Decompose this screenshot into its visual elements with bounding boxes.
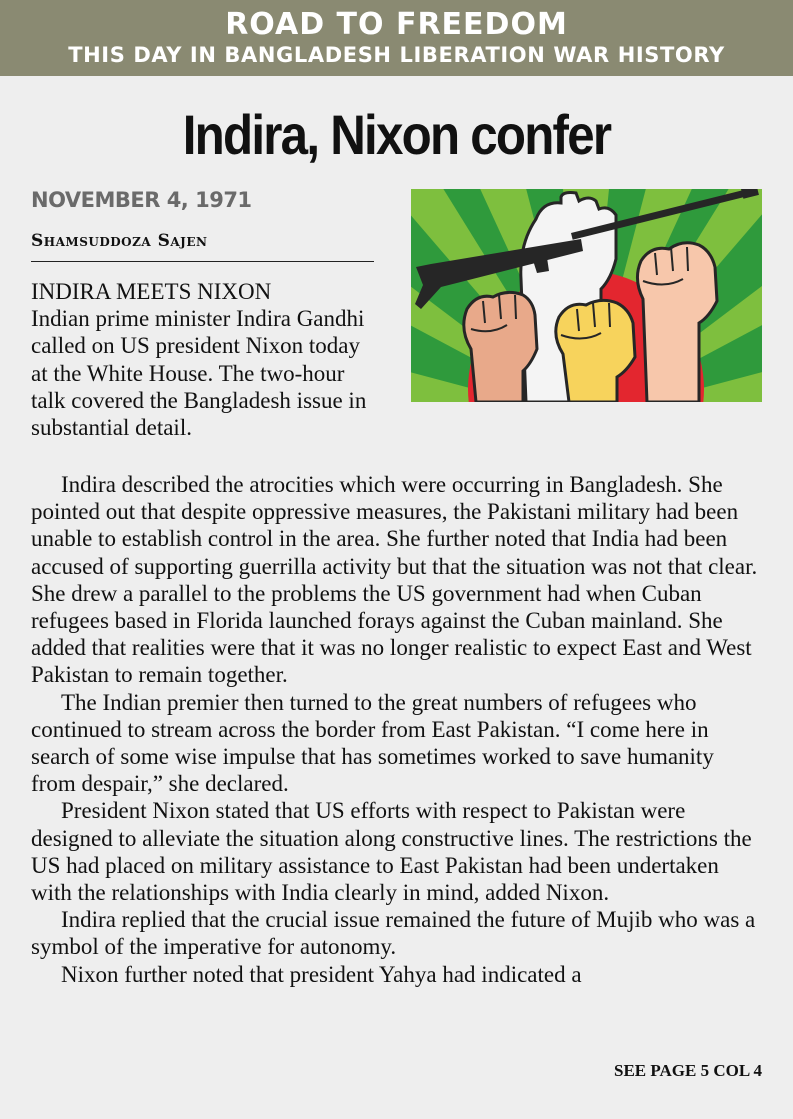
body-paragraph: Indira replied that the crucial issue remained the future of Mujib who was a symbol of the imperative for autonomy. xyxy=(31,907,756,960)
body-paragraph: The Indian premier then turned to the great numbers of refugees who continued to stream across the border from East Pakistan. “I come here in search of some wise impulse that has sometimes worked to save humanity from despair,” she declared. xyxy=(31,689,714,797)
section-banner xyxy=(0,0,793,76)
banner-subtitle: THIS DAY IN BANGLADESH LIBERATION WAR HISTORY xyxy=(68,43,725,67)
article-body xyxy=(31,471,764,988)
article-intro-column xyxy=(31,278,376,441)
section-heading: INDIRA MEETS NIXON xyxy=(31,279,272,304)
intro-paragraph: Indian prime minister Indira Gandhi called on US president Nixon today at the White House. The two-hour talk covered the Bangladesh issue in substantial detail. xyxy=(31,306,367,441)
body-paragraph: President Nixon stated that US efforts with respect to Pakistan were designed to alleviate the situation along constructive lines. The restrictions the US had placed on military assistance to East Pakistan had been undertaken with the relationships with India clearly in mind, added Nixon. xyxy=(31,798,752,906)
body-paragraph: Nixon further noted that president Yahya had indicated a xyxy=(61,961,582,987)
article-headline: Indira, Nixon confer xyxy=(182,103,611,166)
byline-divider xyxy=(31,261,374,262)
article-date: NOVEMBER 4, 1971 xyxy=(31,188,252,212)
article-byline: Shamsuddoza Sajen xyxy=(31,231,208,251)
continuation-note: SEE PAGE 5 COL 4 xyxy=(614,1061,762,1080)
body-paragraph: Indira described the atrocities which were occurring in Bangladesh. She pointed out that despite oppressive measures, the Pakistani military had been unable to establish control in the area. She further noted that India had been accused of supporting guerrilla activity but that the situation was not that clear. She drew a parallel to the problems the US government had when Cuban refugees based in Florida launched forays against the Cuban mainland. She added that realities were that it was no longer realistic to expect East and West Pakistan to remain together. xyxy=(31,472,758,688)
banner-title: ROAD TO FREEDOM xyxy=(225,7,568,42)
raised-fists-rifle-icon xyxy=(411,189,762,402)
raised-fists-illustration xyxy=(411,189,762,402)
